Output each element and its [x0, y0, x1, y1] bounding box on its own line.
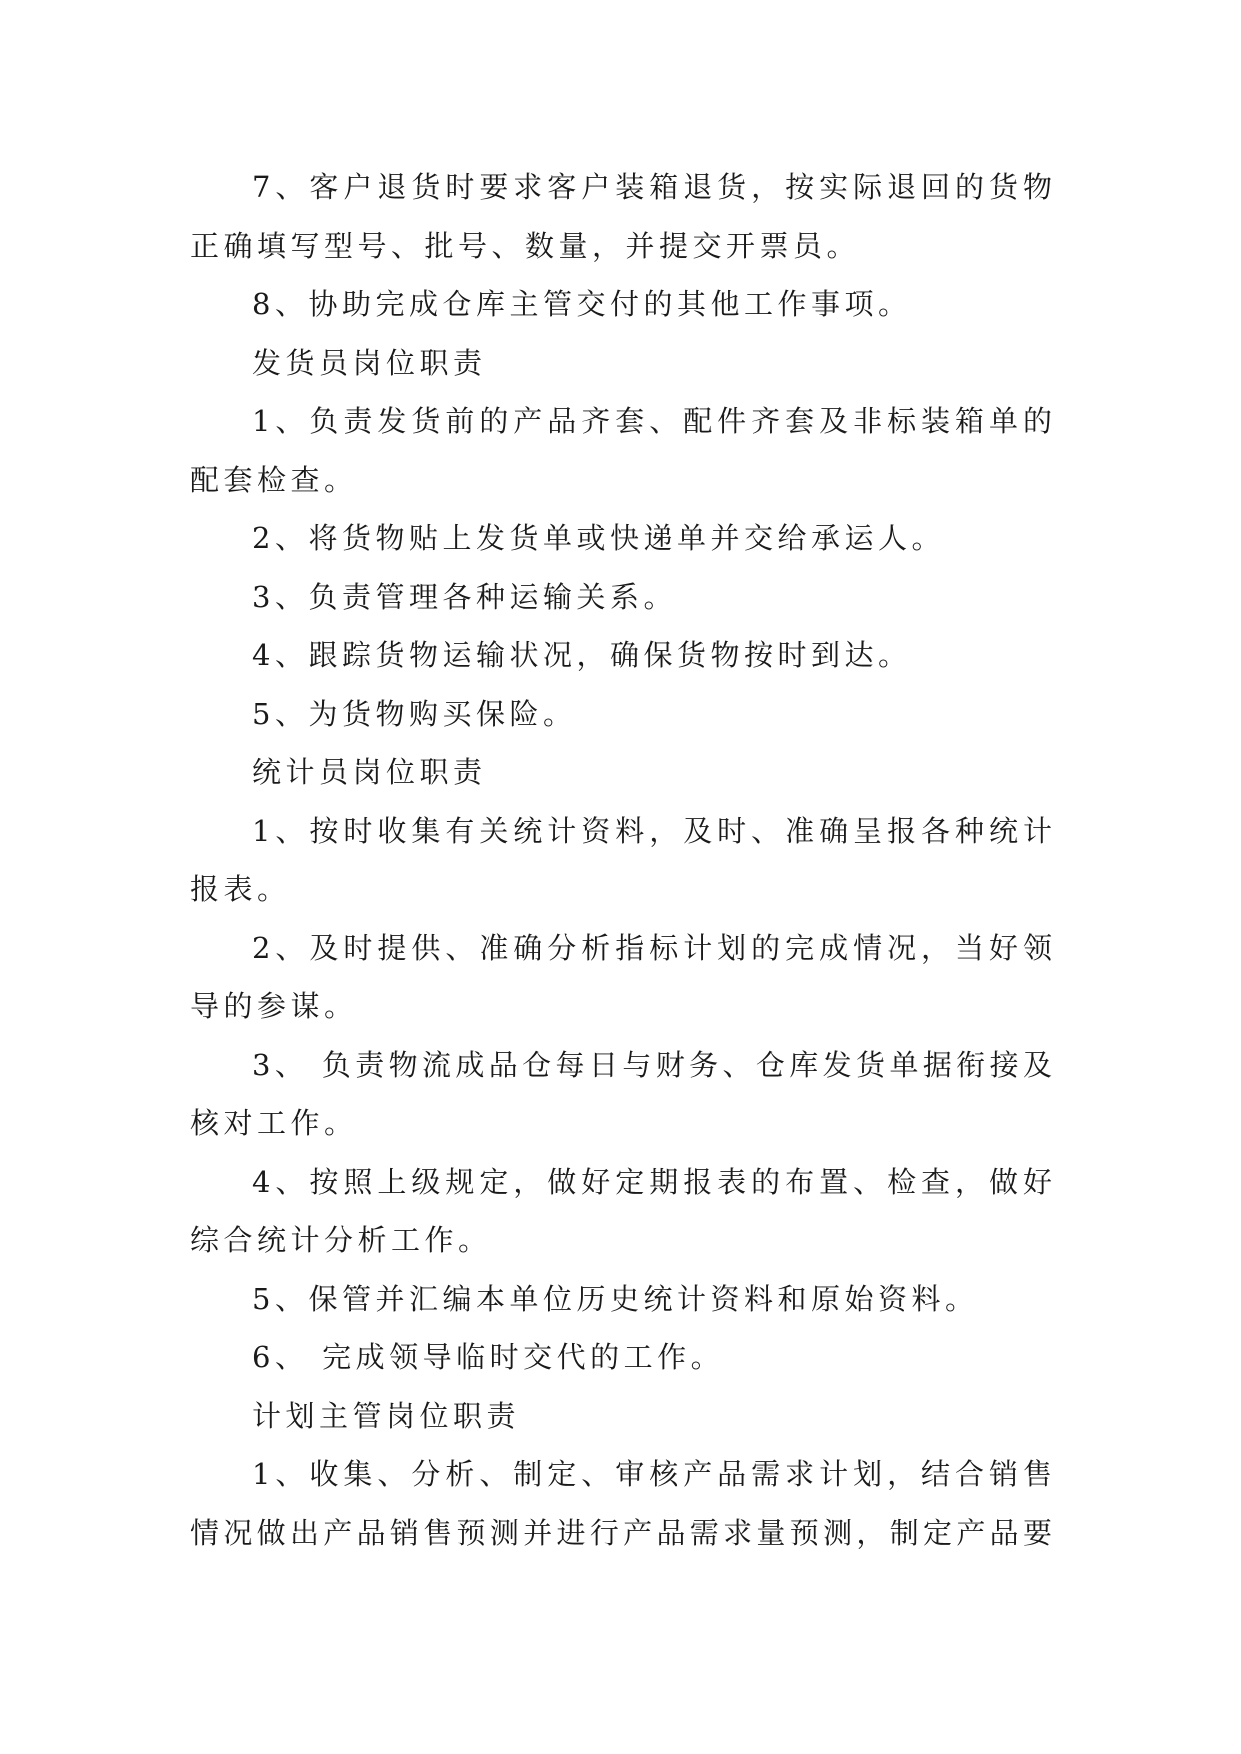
text-line: 1、负责发货前的产品齐套、配件齐套及非标装箱单的	[252, 404, 1052, 438]
section-heading: 发货员岗位职责	[252, 345, 487, 380]
text-line: 情况做出产品销售预测并进行产品需求量预测，制定产品要	[190, 1515, 1052, 1550]
text-line: 4、跟踪货物运输状况，确保货物按时到达。	[252, 638, 912, 672]
text-line: 2、及时提供、准确分析指标计划的完成情况，当好领	[252, 930, 1052, 965]
text-line: 报表。	[190, 872, 291, 906]
text-line: 正确填写型号、批号、数量，并提交开票员。	[190, 228, 861, 263]
text-line: 4、按照上级规定，做好定期报表的布置、检查，做好	[252, 1164, 1052, 1199]
text-line: 1、收集、分析、制定、审核产品需求计划，结合销售	[252, 1457, 1052, 1491]
text-line: 7、客户退货时要求客户装箱退货，按实际退回的货物	[252, 170, 1052, 204]
text-line: 8、协助完成仓库主管交付的其他工作事项。	[252, 287, 912, 321]
text-line: 5、为货物购买保险。	[252, 696, 577, 731]
text-line: 1、按时收集有关统计资料，及时、准确呈报各种统计	[252, 813, 1052, 848]
text-line: 综合统计分析工作。	[190, 1223, 492, 1257]
text-line: 核对工作。	[190, 1106, 358, 1140]
document-body	[190, 158, 1052, 1562]
text-line: 5、保管并汇编本单位历史统计资料和原始资料。	[252, 1281, 979, 1316]
section-heading: 统计员岗位职责	[252, 755, 487, 789]
text-line: 6、 完成领导临时交代的工作。	[252, 1340, 725, 1374]
text-line: 2、将货物贴上发货单或快递单并交给承运人。	[252, 521, 945, 555]
text-line: 导的参谋。	[190, 989, 358, 1023]
text-line: 3、 负责物流成品仓每日与财务、仓库发货单据衔接及	[252, 1047, 1052, 1082]
text-line: 配套检查。	[190, 462, 358, 497]
text-line: 3、负责管理各种运输关系。	[252, 579, 677, 614]
section-heading: 计划主管岗位职责	[252, 1398, 521, 1433]
